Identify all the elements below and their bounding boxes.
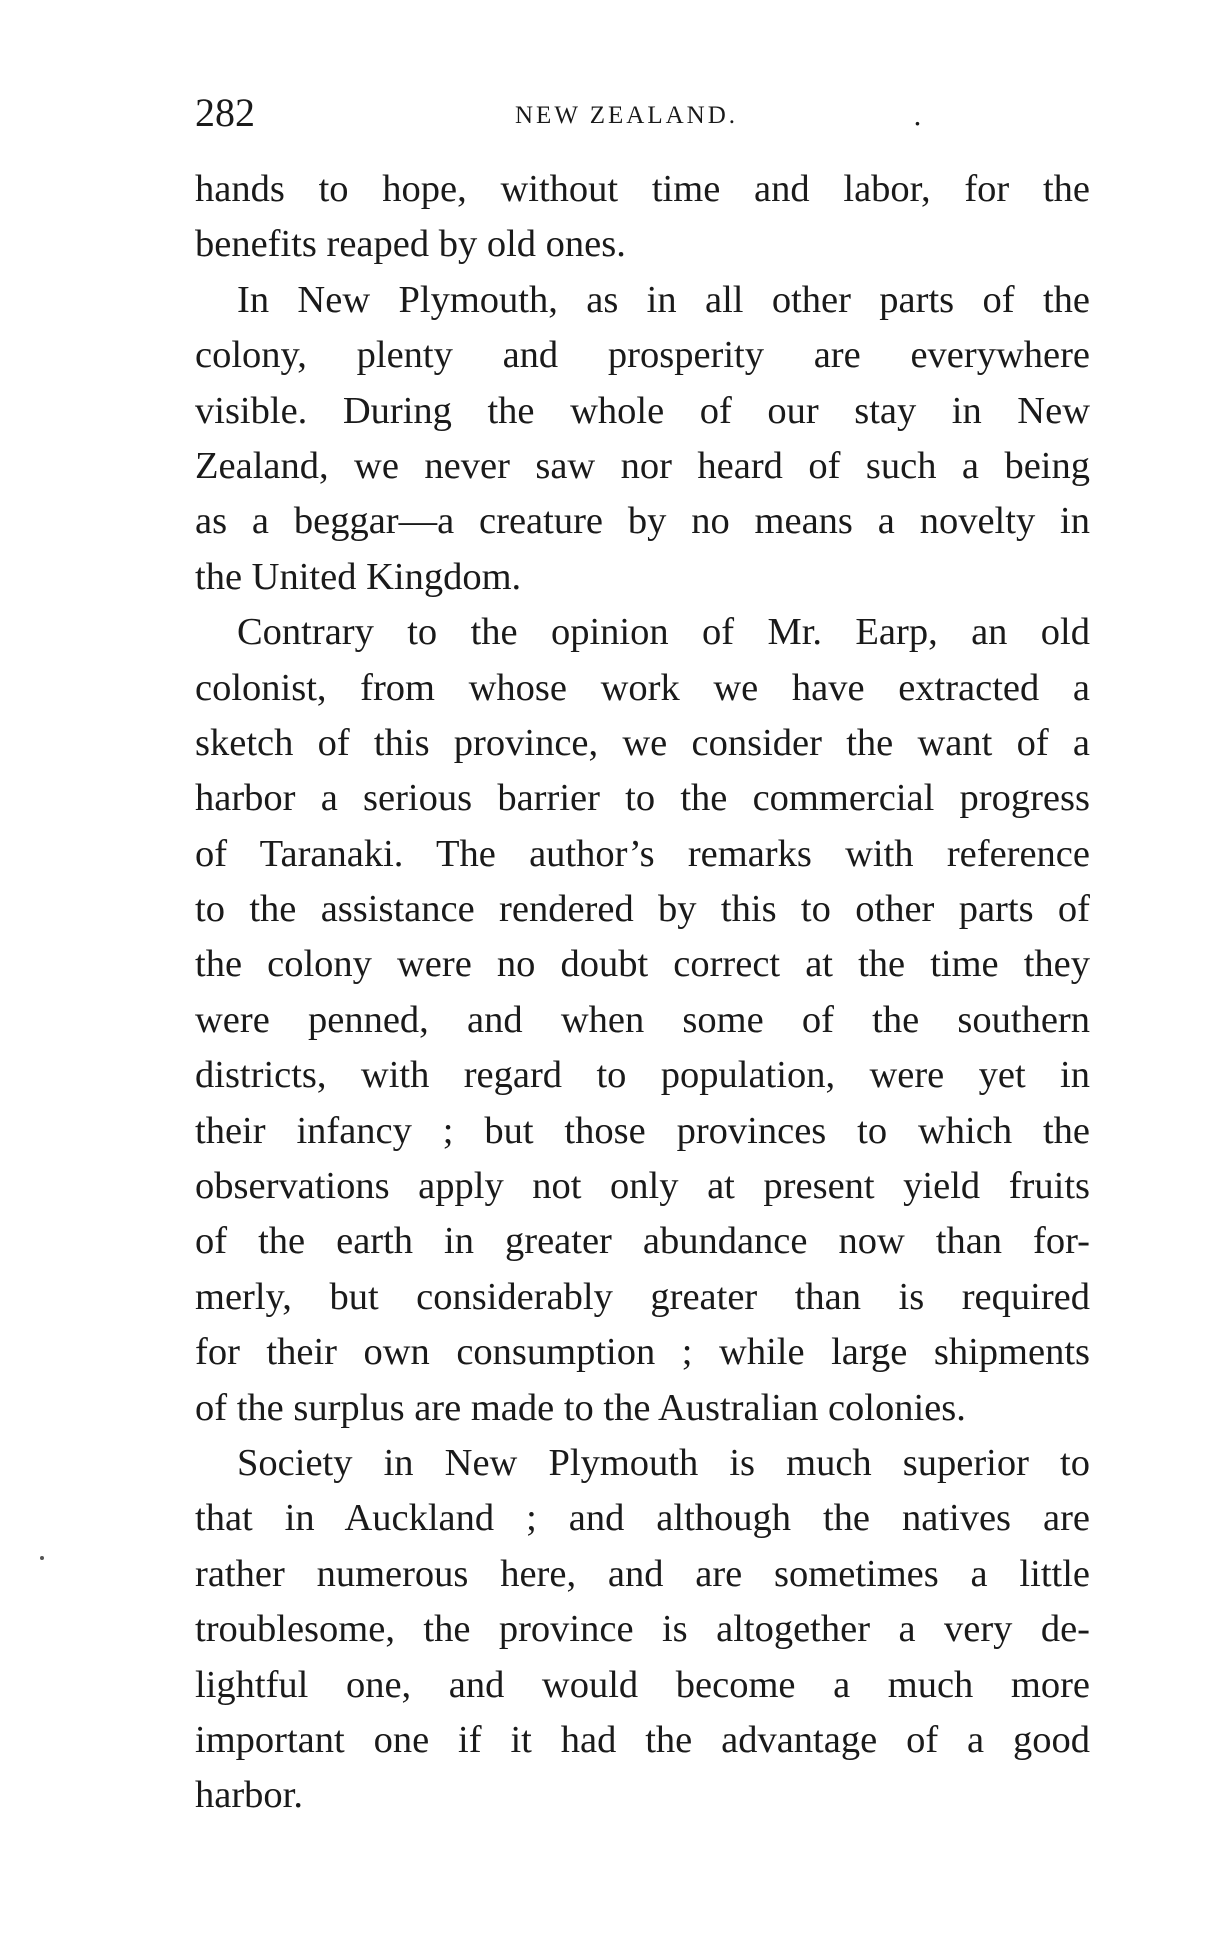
text-line: harbor a serious barrier to the commercial progress [195, 777, 1090, 820]
text-line: hands to hope, without time and labor, for the [195, 168, 1090, 210]
text-line: sketch of this province, we consider the want of a [195, 721, 1090, 764]
text-line: merly, but considerably greater than is required [195, 1275, 1090, 1318]
text-line: observations apply not only at present yield fruits [195, 1165, 1090, 1208]
text-line: of the surplus are made to the Australian colonies. [195, 1386, 966, 1429]
text-line: to the assistance rendered by this to other parts of [195, 888, 1090, 931]
text-line: colonist, from whose work we have extracted a [195, 666, 1090, 709]
text-line: In New Plymouth, as in all other parts of the [237, 278, 1090, 321]
text-line: benefits reaped by old ones. [195, 223, 626, 266]
text-line: districts, with regard to population, were yet in [195, 1054, 1090, 1097]
text-line: harbor. [195, 1774, 303, 1817]
text-line: troublesome, the province is altogether a very de- [195, 1608, 1090, 1651]
text-line: Zealand, we never saw nor heard of such a being [195, 444, 1090, 487]
text-line: Society in New Plymouth is much superior to [237, 1441, 1090, 1484]
page-number: 282 [195, 90, 255, 135]
text-line: visible. During the whole of our stay in New [195, 389, 1090, 432]
text-line: that in Auckland ; and although the natives are [195, 1497, 1090, 1540]
body-text [195, 162, 1090, 1824]
text-line: of Taranaki. The author’s remarks with reference [195, 832, 1090, 875]
text-line: lightful one, and would become a much more [195, 1663, 1090, 1706]
text-line: were penned, and when some of the southern [195, 998, 1090, 1041]
text-line: Contrary to the opinion of Mr. Earp, an old [237, 611, 1090, 654]
text-line: colony, plenty and prosperity are everywhere [195, 334, 1090, 377]
stray-ink-mark [40, 1556, 44, 1560]
text-line: for their own consumption ; while large shipments [195, 1331, 1090, 1374]
text-line: of the earth in greater abundance now than for- [195, 1220, 1090, 1263]
text-line: important one if it had the advantage of a good [195, 1718, 1090, 1761]
header-mark: . [913, 99, 922, 132]
text-line: the United Kingdom. [195, 555, 522, 598]
page-header [195, 88, 930, 138]
running-head: NEW ZEALAND. [515, 102, 738, 129]
text-line: their infancy ; but those provinces to which the [195, 1109, 1090, 1152]
text-line: as a beggar—a creature by no means a novelty in [195, 500, 1090, 543]
text-line: the colony were no doubt correct at the time they [195, 943, 1090, 986]
text-line: rather numerous here, and are sometimes a little [195, 1552, 1090, 1595]
